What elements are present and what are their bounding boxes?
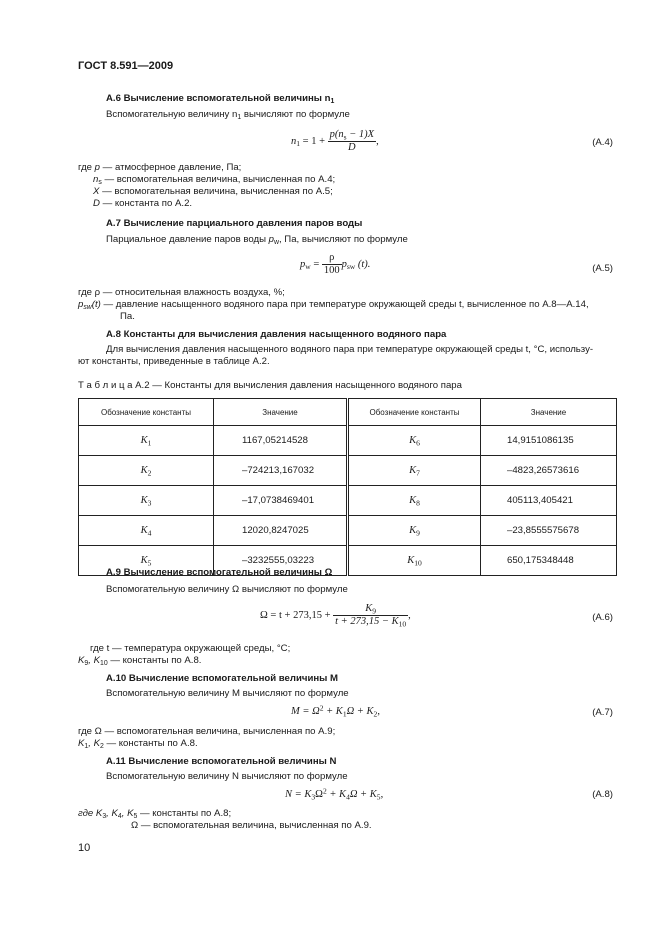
- section-a9-title: А.9 Вычисление вспомогательной величины Ω: [106, 567, 333, 578]
- document-header: ГОСТ 8.591—2009: [78, 60, 174, 72]
- where-a9-line1: где t — температура окружающей среды, °С;: [90, 643, 291, 654]
- equation-number-a4: (А.4): [592, 137, 613, 148]
- constant-symbol: $K_1$: [79, 426, 214, 456]
- section-a8-para-line1: Для вычисления давления насыщенного водяного пара при температуре окружающей среды t, °С, использу-: [106, 344, 594, 355]
- equation-number-a6: (А.6): [592, 612, 613, 623]
- formula-a8: $N = K_3\Omega^2 + K_4\Omega + K_5$,: [285, 786, 384, 802]
- table-row: [79, 426, 617, 456]
- section-a8-title: А.8 Константы для вычисления давления насыщенного водяного пара: [106, 329, 447, 340]
- constant-value: 405113,405421: [481, 486, 617, 516]
- section-a10-title: А.10 Вычисление вспомогательной величины M: [106, 673, 338, 684]
- where-a7-line3: Па.: [120, 311, 135, 322]
- where-a10-line2: $K_1$, $K_2$ — константы по А.8.: [78, 738, 198, 751]
- where-a7-line2: $p_{sw}(t)$ — давление насыщенного водяного пара при температуре окружающей среды t, вычисленное по А.8—А.14,: [78, 299, 589, 312]
- constant-symbol: $K_9$: [348, 516, 481, 546]
- section-a7-title: А.7 Вычисление парциального давления паров воды: [106, 218, 363, 229]
- table-row: [79, 456, 617, 486]
- table-row: [79, 516, 617, 546]
- constant-value: –3232555,03223: [214, 546, 348, 576]
- constant-value: 650,175348448: [481, 546, 617, 576]
- constant-symbol: $K_{10}$: [348, 546, 481, 576]
- header-value-2: Значение: [481, 399, 617, 426]
- where-a6-line1: где p — атмосферное давление, Па;: [78, 162, 242, 173]
- where-a10-line1: где Ω — вспомогательная величина, вычисленная по А.9;: [78, 726, 336, 737]
- constant-value: –17,0738469401: [214, 486, 348, 516]
- table-caption: Т а б л и ц а А.2 — Константы для вычисления давления насыщенного водяного пара: [78, 380, 462, 391]
- header-symbol-1: Обозначение константы: [79, 399, 214, 426]
- constant-value: –724213,167032: [214, 456, 348, 486]
- formula-a5: $p_w$ = $\frac{\rho}{100}$ $p_{sw}$ (t).: [300, 252, 371, 276]
- constant-value: –23,8555575678: [481, 516, 617, 546]
- constant-value: 12020,8247025: [214, 516, 348, 546]
- section-a6-intro: Вспомогательную величину $n_1$ вычисляют по формуле: [106, 109, 350, 122]
- header-value-1: Значение: [214, 399, 348, 426]
- constant-value: –4823,26573616: [481, 456, 617, 486]
- table-row: [79, 486, 617, 516]
- header-symbol-2: Обозначение константы: [348, 399, 481, 426]
- equation-number-a7: (А.7): [592, 707, 613, 718]
- section-a9-intro: Вспомогательную величину Ω вычисляют по формуле: [106, 584, 348, 595]
- formula-a7: $M = \Omega^2 + K_1\Omega + K_2$,: [291, 703, 380, 719]
- section-a8-para-line2: ют константы, приведенные в таблице А.2.: [78, 356, 270, 367]
- table-header-row: [79, 399, 617, 426]
- section-a7-intro: Парциальное давление паров воды $p_w$, Па, вычисляют по формуле: [106, 234, 408, 247]
- equation-number-a8: (А.8): [592, 789, 613, 800]
- constant-value: 1167,05214528: [214, 426, 348, 456]
- where-a6-line3: X — вспомогательная величина, вычисленная по А.5;: [93, 186, 333, 197]
- section-a6-title: А.6 Вычисление вспомогательной величины $n_1$: [106, 93, 335, 106]
- where-a11-line2: Ω — вспомогательная величина, вычисленная по А.9.: [131, 820, 372, 831]
- where-a7-line1: где ρ — относительная влажность воздуха, %;: [78, 287, 285, 298]
- constant-symbol: $K_5$: [79, 546, 214, 576]
- formula-a4: $n_1 = 1$ + $\frac{p(n_s - 1)X}{D}$ ,: [291, 129, 379, 153]
- constant-symbol: $K_8$: [348, 486, 481, 516]
- constant-symbol: $K_2$: [79, 456, 214, 486]
- constant-symbol: $K_4$: [79, 516, 214, 546]
- where-a6-line2: $n_s$ — вспомогательная величина, вычисленная по А.4;: [93, 174, 336, 187]
- where-a11-line1: где $K_3$, $K_4$, $K_5$ — константы по А.8;: [78, 808, 232, 821]
- section-a10-intro: Вспомогательную величину M вычисляют по формуле: [106, 688, 349, 699]
- section-a11-title: А.11 Вычисление вспомогательной величины N: [106, 756, 337, 767]
- constant-symbol: $K_7$: [348, 456, 481, 486]
- section-a11-intro: Вспомогательную величину N вычисляют по формуле: [106, 771, 348, 782]
- constants-table: [78, 398, 617, 576]
- equation-number-a5: (А.5): [592, 263, 613, 274]
- formula-a6: Ω = t + 273,15 + $\frac{K_9}{t + 273,15 - K_{10}}$ ,: [260, 603, 411, 629]
- where-a6-line4: D — константа по А.2.: [93, 198, 193, 209]
- constant-value: 14,9151086135: [481, 426, 617, 456]
- constant-symbol: $K_3$: [79, 486, 214, 516]
- constant-symbol: $K_6$: [348, 426, 481, 456]
- where-a9-line2: $K_9$, $K_{10}$ — константы по А.8.: [78, 655, 202, 668]
- page-number: 10: [78, 842, 91, 854]
